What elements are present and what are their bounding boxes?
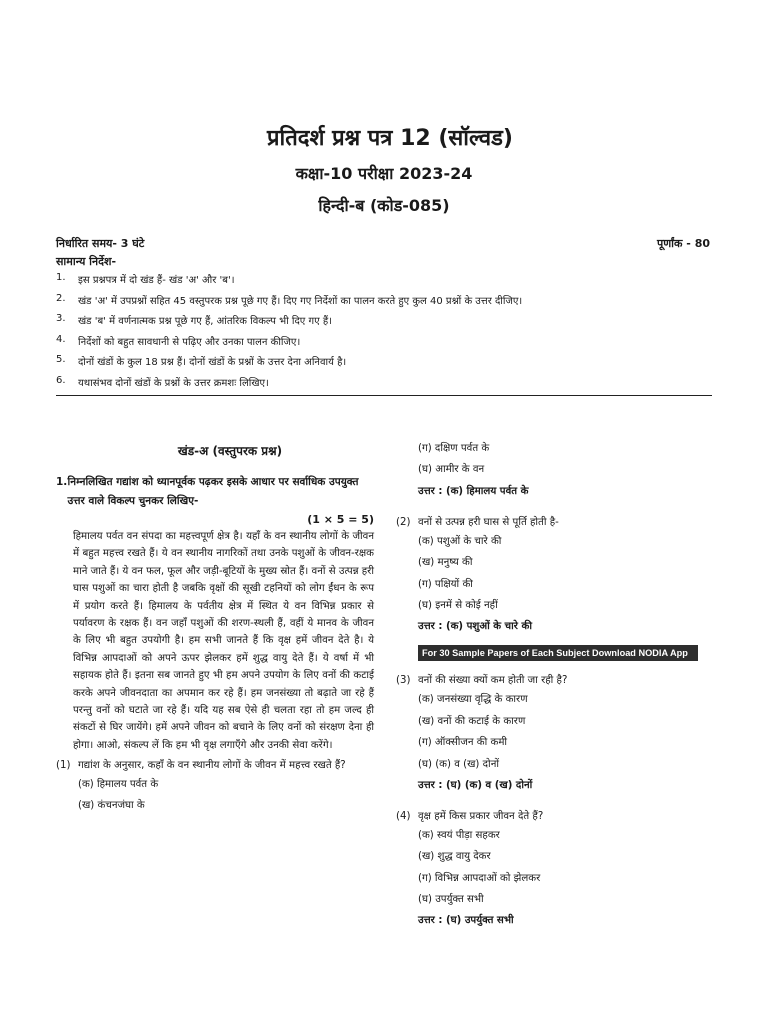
section-heading: खंड-अ (वस्तुपरक प्रश्न) [177,444,283,458]
left-column [56,442,374,816]
option: (ग) पक्षियों की [418,578,473,590]
instructions-heading: सामान्य निर्देश- [56,255,117,268]
option: (ग) ऑक्सीजन की कमी [418,737,508,749]
max-marks: पूर्णांक - 80 [656,237,710,250]
time-allowed: निर्धारित समय- 3 घंटे [56,237,145,250]
option: (घ) इनमें से कोई नहीं [418,599,498,611]
option: (ख) मनुष्य की [418,557,473,569]
instruction-item: 3. खंड 'ब' में वर्णनात्मक प्रश्न पूछे गए हैं, आंतरिक विकल्प भी दिए गए हैं। [56,313,332,327]
passage-text: हिमालय पर्वत वन संपदा का महत्त्वपूर्ण क्षेत्र है। यहाँ के वन स्थानीय लोगों के जीवन में बहुत महत्त्व रखते हैं। ये वन स्थानीय नागरिकों तथा उनके पशुओं के जीवन-रक्षक माने जाते हैं। ये वन फल, फूल और जड़ी-बूटियों के मुख्य स्रोत हैं। वनों से उत्पन्न हरी घास पशुओं का चारा होती है जबकि वृक्षों की सूखी टहनियों को लोग ईंधन के रूप में प्रयोग करते हैं। हिमालय के पर्वतीय क्षेत्र में स्थित ये वन विभिन्न प्रकार से पर्यावरण के रक्षक हैं। वन जहाँ पशुओं की शरण-स्थली हैं, वहीं ये मानव के जीवन के लिए भी बहुत उपयोगी है। हम सभी जानते हैं कि वृक्ष हमें जीवन देते है। ये विभिन्न आपदाओं को अपने ऊपर झेलकर हमें शुद्ध वायु देते हैं। ये वर्षा में भी सहायक होते हैं। इतना सब जानते हुए भी हम अपने उपयोग के लिए वनों की कटाई करके अपने जीवनदाता का अपमान कर रहे हैं। हम जनसंख्या तो बढ़ाते जा रहे हैं परन्तु वनों को घटाते जा रहे हैं। यदि यह सब ऐसे ही चलता रहा तो हम जल्द ही संकटों से घिर जायेंगे। हमें अपने जीवन को बचाने के लिए वनों को संरक्षण देना ही होगा। आओ, संकल्प लें कि हम भी वृक्ष लगाएँगे और उनकी सेवा करेंगे। [73,531,374,751]
answer: उत्तर : (घ) उपर्युक्त सभी [418,915,514,927]
option: (ग) दक्षिण पर्वत के [418,443,490,454]
option: (क) पशुओं के चारे की [418,535,502,547]
sub-question-2: (2) वनों से उत्पन्न हरी घास से पूर्ति होती है- [396,516,559,528]
option: (ख) वनों की कटाई के कारण [418,715,526,727]
option: (क) जनसंख्या वृद्धि के कारण [418,694,528,706]
sub-question-4: (4) वृक्ष हमें किस प्रकार जीवन देते हैं? [396,810,544,822]
question-1: 1. निम्नलिखित गद्यांश को ध्यानपूर्वक पढ़कर इसके आधार पर सर्वाधिक उपयुक्त उत्तर वाले विकल्प चुनकर लिखिए- [56,476,359,507]
sub-question-1: (1) गद्यांश के अनुसार, कहाँ के वन स्थानीय लोगों के जीवन में महत्त्व रखते हैं? [56,760,346,772]
instruction-item: 5. दोनों खंडों के कुल 18 प्रश्न हैं। दोनों खंडों के प्रश्नों के उत्तर देना अनिवार्य है। [56,354,347,368]
option: (घ) उपर्युक्त सभी [418,894,484,906]
answer: उत्तर : (क) हिमालय पर्वत के [418,485,529,497]
option: (घ) आमीर के वन [418,464,485,476]
paper-title: प्रतिदर्श प्रश्न पत्र 12 (सॉल्वड) [267,126,513,151]
right-column [396,438,696,934]
instruction-item: 6. यथासंभव दोनों खंडों के प्रश्नों के उत्तर क्रमशः लिखिए। [56,374,269,389]
header [0,122,768,216]
option: (क) हिमालय पर्वत के [78,779,159,791]
instructions-list [56,272,716,395]
question-marks: (1 × 5 = 5) [307,513,374,526]
instruction-item: 1. इस प्रश्नपत्र में दो खंड हैं- खंड 'अ' और 'ब'। [56,272,235,286]
sub-question-3: (3) वनों की संख्या क्यों कम होती जा रही है? [396,675,568,687]
divider [56,395,712,396]
instruction-item: 2. खंड 'अ' में उपप्रश्नों सहित 45 वस्तुपरक प्रश्न पूछे गए हैं। दिए गए निर्देशों का पालन करते हुए कुल 40 प्रश्नों के उत्तर दीजिए। [56,292,523,307]
subject-line: हिन्दी-ब (कोड-085) [318,196,450,215]
class-exam-line: कक्षा-10 परीक्षा 2023-24 [295,164,473,183]
promo-banner: For 30 Sample Papers of Each Subject Download NODIA App [418,645,698,661]
option: (क) स्वयं पीड़ा सहकर [418,829,500,841]
meta-row [56,236,710,251]
option: (ख) शुद्ध वायु देकर [418,851,491,863]
instruction-item: 4. निर्देशों को बहुत सावधानी से पढ़िए और उनका पालन कीजिए। [56,333,301,348]
option: (ग) विभिन्न आपदाओं को झेलकर [418,872,541,884]
answer: उत्तर : (क) पशुओं के चारे की [418,621,532,633]
option: (घ) (क) व (ख) दोनों [418,758,499,770]
answer: उत्तर : (घ) (क) व (ख) दोनों [418,779,533,791]
option: (ख) कंचनजंघा के [78,800,145,812]
